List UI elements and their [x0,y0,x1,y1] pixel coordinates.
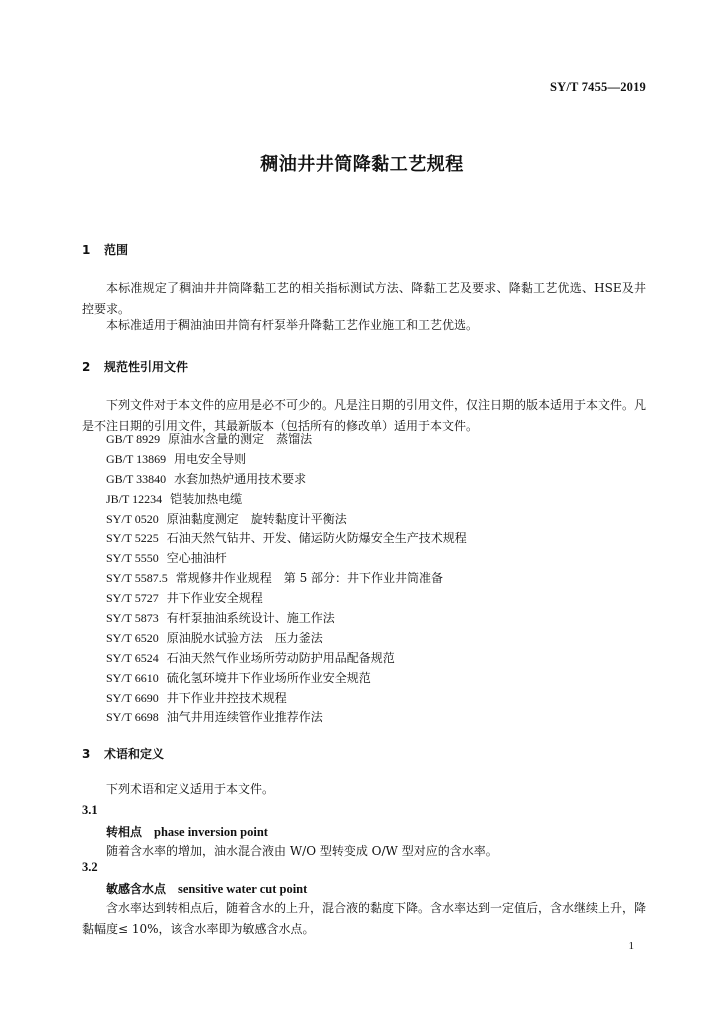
section-3-number: 3 [82,747,91,761]
reference-title: 铠装加热电缆 [170,491,243,506]
reference-code: SY/T 6690 [106,690,159,705]
reference-item [106,490,467,510]
reference-item [106,589,467,609]
reference-item [106,450,467,470]
section-1-paragraph-1: 本标准规定了稠油井井筒降黏工艺的相关指标测试方法、降黏工艺及要求、降黏工艺优选、HSE及井控要求。 [82,281,646,316]
section-3-heading [82,745,164,762]
term-name-zh: 敏感含水点 [106,882,167,896]
reference-code: SY/T 5587.5 [106,571,168,586]
section-2-intro: 下列文件对于本文件的应用是必不可少的。凡是注日期的引用文件，仅注日期的版本适用于本文件。凡是不注日期的引用文件，其最新版本（包括所有的修改单）适用于本文件。 [82,398,647,433]
term-number: 3.1 [82,803,98,817]
term-name [106,823,268,840]
term-name [106,880,307,897]
section-3-title: 术语和定义 [104,747,165,761]
term-name-en: phase inversion point [154,825,268,839]
reference-item [106,470,467,490]
reference-title: 水套加热炉通用技术要求 [174,471,307,486]
term-definition: 含水率达到转相点后，随着含水的上升，混合液的黏度下降。含水率达到一定值后，含水继续上升，降黏幅度≤ 10%，该含水率即为敏感含水点。 [82,901,647,936]
reference-title: 原油脱水试验方法 压力釜法 [166,630,323,645]
term-name-zh: 转相点 [106,825,143,839]
reference-code: JB/T 12234 [106,491,163,506]
reference-title: 井下作业安全规程 [166,591,263,606]
section-3-intro: 下列术语和定义适用于本文件。 [106,782,275,796]
reference-item [106,629,467,649]
page-number: 1 [628,940,634,952]
reference-code: SY/T 5550 [106,551,159,566]
section-1-title: 范围 [104,243,129,257]
reference-code: SY/T 6520 [106,630,159,645]
reference-title: 用电安全导则 [174,451,247,466]
reference-code: GB/T 8929 [106,432,161,446]
reference-code: SY/T 5727 [106,591,159,606]
reference-code: SY/T 0520 [106,511,159,526]
reference-item [106,549,467,569]
reference-item [106,689,467,709]
reference-code: SY/T 6610 [106,670,159,685]
section-2-heading [82,358,188,375]
reference-title: 油气井用连续管作业推荐作法 [166,710,323,725]
reference-title: 石油天然气钻井、开发、储运防火防爆安全生产技术规程 [166,531,467,546]
reference-code: GB/T 33840 [106,471,167,486]
reference-item [106,669,467,689]
reference-list [106,430,467,728]
reference-code: SY/T 6698 [106,710,159,725]
reference-item [106,609,467,629]
reference-item [106,510,467,530]
section-2-title: 规范性引用文件 [104,360,189,374]
reference-item [106,649,467,669]
section-1-paragraph-2: 本标准适用于稠油油田井筒有杆泵举升降黏工艺作业施工和工艺优选。 [106,318,479,332]
term-name-en: sensitive water cut point [178,882,308,896]
reference-code: SY/T 6524 [106,650,159,665]
term-definition: 随着含水率的增加，油水混合液由 W/O 型转变成 O/W 型对应的含水率。 [106,844,498,858]
document-title: 稠油井井筒降黏工艺规程 [260,154,464,175]
reference-title: 原油水含量的测定 蒸馏法 [168,432,313,446]
reference-title: 石油天然气作业场所劳动防护用品配备规范 [166,650,395,665]
reference-code: SY/T 5225 [106,531,159,546]
reference-title: 常规修井作业规程 第 5 部分：井下作业井筒准备 [175,571,444,586]
reference-title: 有杆泵抽油系统设计、施工作法 [166,611,335,626]
reference-title: 空心抽油杆 [166,551,227,566]
reference-title: 硫化氢环境井下作业场所作业安全规范 [166,670,371,685]
reference-title: 原油黏度测定 旋转黏度计平衡法 [166,511,347,526]
section-1-heading [82,241,128,258]
reference-title: 井下作业井控技术规程 [166,690,287,705]
standard-code: SY/T 7455—2019 [550,80,646,94]
reference-item [106,430,467,450]
reference-item [106,708,467,728]
section-1-number: 1 [82,243,91,257]
reference-item [106,569,467,589]
reference-code: SY/T 5873 [106,611,159,626]
reference-item [106,529,467,549]
section-2-number: 2 [82,360,91,374]
reference-code: GB/T 13869 [106,451,167,466]
term-number: 3.2 [82,860,98,874]
